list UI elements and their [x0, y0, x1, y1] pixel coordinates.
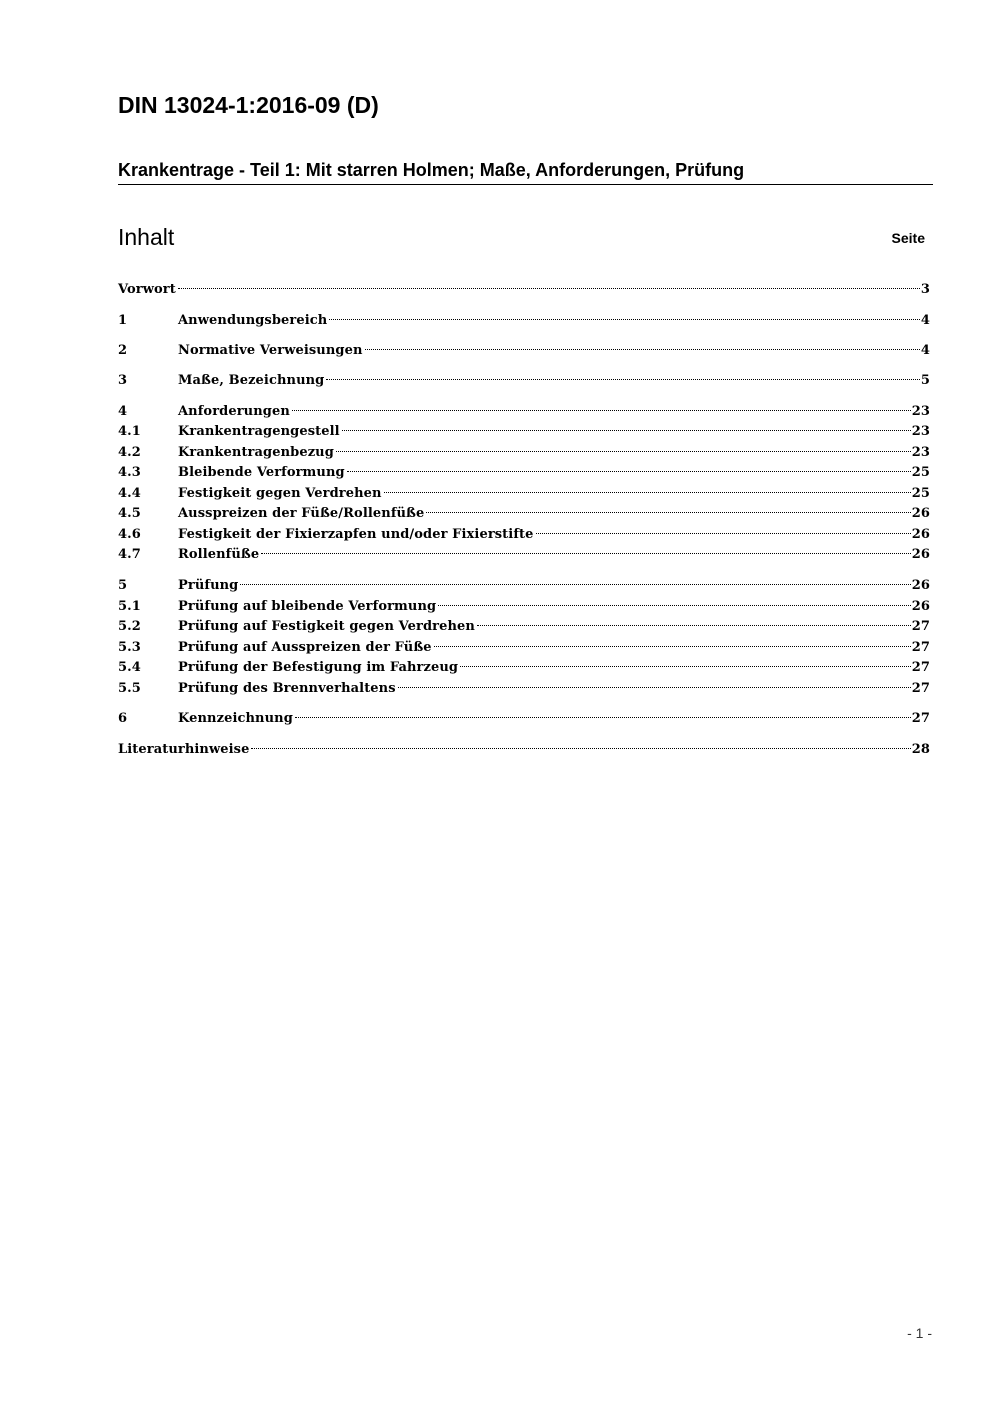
- toc-entry-page: 23: [911, 445, 930, 460]
- toc-entry-label: Kennzeichnung: [178, 711, 293, 726]
- toc-entry-page: 25: [911, 465, 930, 480]
- toc-entry[interactable]: [118, 463, 930, 482]
- toc-entry-page: 26: [911, 547, 930, 562]
- toc-dot-leader: [292, 410, 911, 411]
- toc-dot-leader: [347, 471, 911, 472]
- toc-entry[interactable]: [118, 658, 930, 677]
- toc-entry[interactable]: [118, 504, 930, 523]
- toc-dot-leader: [326, 379, 919, 380]
- toc-entry-label: Literaturhinweise: [118, 742, 250, 757]
- table-of-contents: [118, 0, 930, 1403]
- page-number: - 1 -: [907, 1325, 932, 1341]
- toc-entry-page: 23: [911, 424, 930, 439]
- toc-entry[interactable]: [118, 617, 930, 636]
- toc-entry-label: Krankentragengestell: [178, 424, 340, 439]
- toc-entry-page: 26: [911, 527, 930, 542]
- toc-entry-number: 2: [118, 343, 128, 358]
- toc-dot-leader: [477, 625, 911, 626]
- toc-dot-leader: [336, 451, 911, 452]
- toc-dot-leader: [426, 512, 910, 513]
- toc-dot-leader: [240, 584, 910, 585]
- toc-entry[interactable]: [118, 443, 930, 462]
- toc-entry-number: 4.3: [118, 465, 141, 480]
- toc-entry-page: 26: [911, 506, 930, 521]
- page-column-label: Seite: [891, 230, 925, 246]
- toc-entry-label: Anwendungsbereich: [178, 313, 328, 328]
- toc-entry-label: Prüfung auf Festigkeit gegen Verdrehen: [178, 619, 475, 634]
- toc-entry-page: 5: [920, 373, 930, 388]
- toc-dot-leader: [178, 288, 920, 289]
- toc-entry-number: 5.2: [118, 619, 141, 634]
- toc-entry[interactable]: [118, 709, 930, 728]
- toc-entry-label: Ausspreizen der Füße/Rollenfüße: [178, 506, 425, 521]
- document-subtitle: Krankentrage - Teil 1: Mit starren Holmen; Maße, Anforderungen, Prüfung: [118, 158, 933, 185]
- toc-entry-label: Prüfung auf Ausspreizen der Füße: [178, 640, 432, 655]
- toc-dot-leader: [398, 687, 911, 688]
- toc-entry-number: 5.4: [118, 660, 141, 675]
- toc-entry-number: 4.6: [118, 527, 141, 542]
- toc-entry[interactable]: [118, 280, 930, 299]
- toc-entry-page: 27: [911, 681, 930, 696]
- toc-entry[interactable]: [118, 341, 930, 360]
- toc-entry-label: Festigkeit der Fixierzapfen und/oder Fixierstifte: [178, 527, 534, 542]
- toc-entry-number: 4.5: [118, 506, 141, 521]
- toc-dot-leader: [384, 492, 911, 493]
- toc-entry-number: 3: [118, 373, 128, 388]
- toc-entry-number: 5.3: [118, 640, 141, 655]
- toc-entry-page: 27: [911, 711, 930, 726]
- toc-entry[interactable]: [118, 679, 930, 698]
- toc-entry[interactable]: [118, 422, 930, 441]
- toc-dot-leader: [460, 666, 911, 667]
- toc-entry-label: Anforderungen: [178, 404, 290, 419]
- toc-entry-number: 5: [118, 578, 128, 593]
- toc-dot-leader: [329, 319, 920, 320]
- toc-dot-leader: [295, 717, 911, 718]
- toc-entry-label: Festigkeit gegen Verdrehen: [178, 486, 382, 501]
- toc-entry-number: 1: [118, 313, 128, 328]
- toc-entry-page: 27: [911, 660, 930, 675]
- toc-entry-number: 6: [118, 711, 128, 726]
- toc-entry-number: 5.1: [118, 599, 141, 614]
- toc-heading: Inhalt: [118, 224, 175, 250]
- toc-entry-page: 25: [911, 486, 930, 501]
- toc-dot-leader: [536, 533, 911, 534]
- toc-dot-leader: [438, 605, 911, 606]
- toc-entry[interactable]: [118, 311, 930, 330]
- toc-dot-leader: [251, 748, 910, 749]
- toc-entry[interactable]: [118, 597, 930, 616]
- toc-entry-page: 28: [911, 742, 930, 757]
- toc-entry-label: Normative Verweisungen: [178, 343, 363, 358]
- toc-entry-number: 5.5: [118, 681, 141, 696]
- toc-dot-leader: [261, 553, 910, 554]
- toc-entry-number: 4.7: [118, 547, 141, 562]
- toc-entry-label: Prüfung des Brennverhaltens: [178, 681, 396, 696]
- toc-entry-page: 3: [920, 282, 930, 297]
- toc-entry-number: 4.2: [118, 445, 141, 460]
- toc-entry-page: 27: [911, 619, 930, 634]
- toc-entry[interactable]: [118, 545, 930, 564]
- toc-entry[interactable]: [118, 484, 930, 503]
- toc-entry-label: Rollenfüße: [178, 547, 260, 562]
- toc-entry[interactable]: [118, 740, 930, 759]
- toc-entry-label: Prüfung: [178, 578, 239, 593]
- toc-dot-leader: [434, 646, 911, 647]
- toc-dot-leader: [365, 349, 920, 350]
- toc-entry[interactable]: [118, 402, 930, 421]
- toc-entry[interactable]: [118, 371, 930, 390]
- toc-entry[interactable]: [118, 638, 930, 657]
- toc-entry-page: 4: [920, 343, 930, 358]
- toc-entry-number: 4.4: [118, 486, 141, 501]
- document-title: DIN 13024-1:2016-09 (D): [118, 92, 379, 118]
- toc-entry-label: Krankentragenbezug: [178, 445, 334, 460]
- toc-entry-number: 4: [118, 404, 128, 419]
- toc-entry-label: Prüfung der Befestigung im Fahrzeug: [178, 660, 459, 675]
- toc-dot-leader: [342, 430, 911, 431]
- toc-entry[interactable]: [118, 525, 930, 544]
- toc-entry-label: Maße, Bezeichnung: [178, 373, 325, 388]
- toc-entry-label: Prüfung auf bleibende Verformung: [178, 599, 437, 614]
- toc-entry-number: 4.1: [118, 424, 141, 439]
- toc-entry[interactable]: [118, 576, 930, 595]
- toc-entry-page: 4: [920, 313, 930, 328]
- toc-entry-page: 23: [911, 404, 930, 419]
- toc-entry-label: Vorwort: [118, 282, 176, 297]
- toc-entry-page: 26: [911, 578, 930, 593]
- toc-entry-label: Bleibende Verformung: [178, 465, 345, 480]
- toc-entry-page: 26: [911, 599, 930, 614]
- toc-entry-page: 27: [911, 640, 930, 655]
